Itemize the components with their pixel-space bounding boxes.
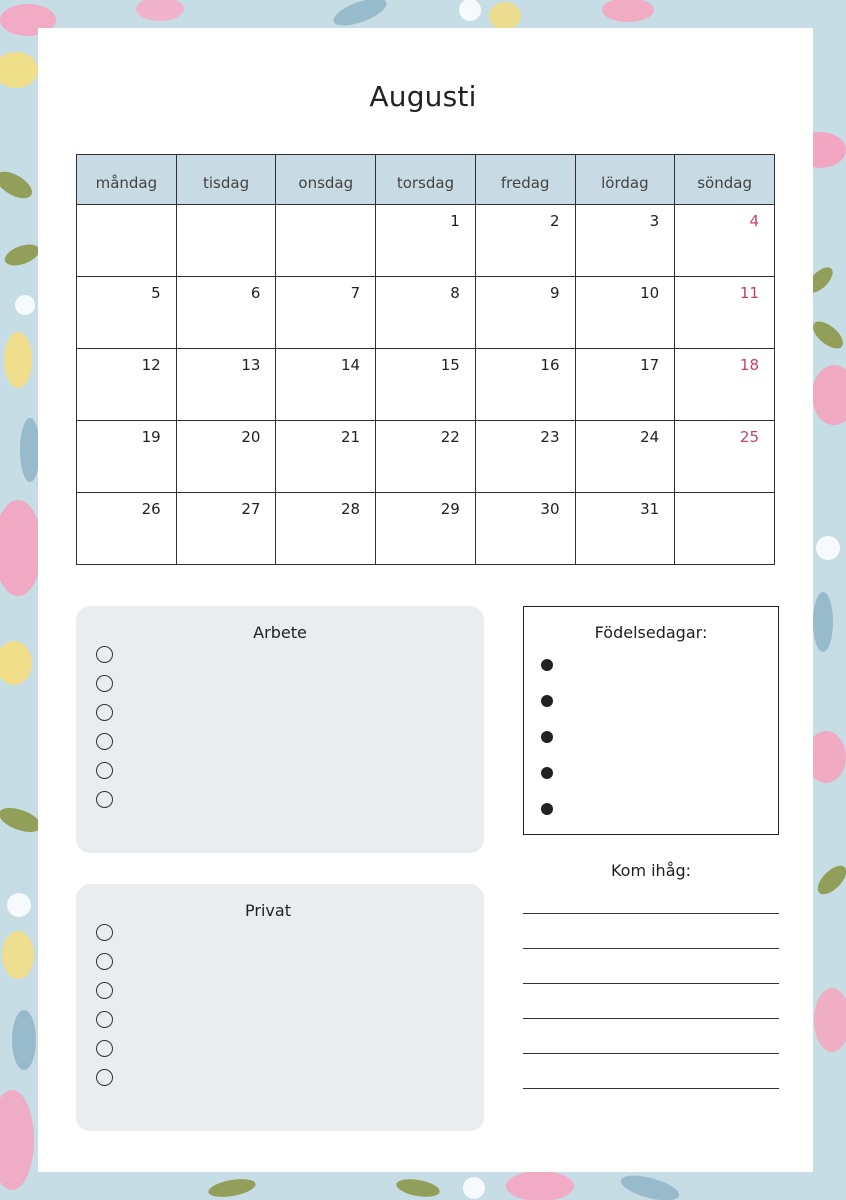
calendar-day-cell <box>77 205 177 277</box>
calendar-day-cell <box>675 277 775 349</box>
calendar-day-cell <box>376 493 476 565</box>
calendar-day-number: 18 <box>739 356 759 374</box>
weekday-header-friday: fredag <box>475 155 575 205</box>
weekday-header-tuesday: tisdag <box>176 155 276 205</box>
weekday-header-thursday: torsdag <box>376 155 476 205</box>
calendar-day-number <box>161 212 176 219</box>
calendar-day-number: 30 <box>540 500 560 518</box>
private-tasks-panel <box>76 884 484 1131</box>
calendar-day-cell <box>475 493 575 565</box>
calendar-day-cell <box>276 205 376 277</box>
calendar-day-number: 12 <box>141 356 161 374</box>
calendar-week-row <box>77 277 775 349</box>
calendar-day-number: 23 <box>540 428 560 446</box>
calendar-day-cell <box>77 493 177 565</box>
calendar-day-number: 21 <box>341 428 361 446</box>
remember-line[interactable] <box>523 913 779 948</box>
private-task-checkbox[interactable] <box>96 1069 113 1086</box>
birthdays-title: Födelsedagar: <box>594 623 708 642</box>
calendar-day-number: 29 <box>440 500 460 518</box>
remember-title: Kom ihåg: <box>610 861 692 880</box>
calendar-day-cell <box>475 205 575 277</box>
calendar-day-number: 16 <box>540 356 560 374</box>
private-task-checkbox[interactable] <box>96 1011 113 1028</box>
calendar-week-row <box>77 205 775 277</box>
calendar-day-number: 14 <box>341 356 361 374</box>
calendar-day-cell <box>475 277 575 349</box>
calendar-day-number <box>759 500 774 507</box>
calendar-day-cell <box>475 349 575 421</box>
work-checkbox-list <box>96 646 113 820</box>
calendar-day-number: 5 <box>151 284 161 302</box>
calendar-day-cell <box>376 349 476 421</box>
calendar-day-cell <box>77 421 177 493</box>
calendar-day-number <box>360 212 375 219</box>
calendar-day-cell <box>675 421 775 493</box>
birthday-bullet <box>541 731 553 743</box>
calendar-day-number <box>260 212 275 219</box>
calendar-week-row <box>77 349 775 421</box>
remember-line[interactable] <box>523 1018 779 1053</box>
page-title: Augusti <box>369 80 477 113</box>
remember-line[interactable] <box>523 948 779 983</box>
calendar-day-number: 4 <box>749 212 759 230</box>
work-task-checkbox[interactable] <box>96 762 113 779</box>
calendar-day-number: 31 <box>640 500 660 518</box>
calendar-day-cell <box>176 277 276 349</box>
calendar-day-number: 7 <box>350 284 361 302</box>
calendar-day-cell <box>675 349 775 421</box>
calendar-day-cell <box>475 421 575 493</box>
calendar-day-number: 8 <box>450 284 460 302</box>
calendar-day-number: 19 <box>141 428 161 446</box>
calendar-day-number: 10 <box>640 284 660 302</box>
calendar-day-number: 22 <box>440 428 460 446</box>
calendar-day-number: 28 <box>341 500 361 518</box>
calendar-day-number: 3 <box>649 212 660 230</box>
weekday-header-saturday: lördag <box>575 155 675 205</box>
work-tasks-panel <box>76 606 484 853</box>
calendar-day-cell <box>176 349 276 421</box>
birthday-bullet-list <box>541 659 553 839</box>
calendar-day-cell <box>575 421 675 493</box>
calendar-day-cell <box>77 277 177 349</box>
calendar-day-number: 11 <box>739 284 759 302</box>
calendar-day-cell <box>176 421 276 493</box>
birthday-bullet <box>541 695 553 707</box>
private-task-checkbox[interactable] <box>96 1040 113 1057</box>
work-tasks-title: Arbete <box>253 623 307 642</box>
calendar-day-cell <box>77 349 177 421</box>
work-task-checkbox[interactable] <box>96 646 113 663</box>
calendar-day-cell <box>675 205 775 277</box>
calendar-day-cell <box>276 421 376 493</box>
birthday-bullet <box>541 767 553 779</box>
calendar-day-cell <box>675 493 775 565</box>
calendar-day-number: 24 <box>640 428 660 446</box>
birthday-bullet <box>541 659 553 671</box>
calendar-day-number: 1 <box>450 212 460 230</box>
calendar-day-cell <box>376 277 476 349</box>
work-task-checkbox[interactable] <box>96 704 113 721</box>
private-task-checkbox[interactable] <box>96 982 113 999</box>
calendar-week-row <box>77 421 775 493</box>
work-task-checkbox[interactable] <box>96 733 113 750</box>
calendar-day-number: 6 <box>250 284 261 302</box>
calendar-day-number: 2 <box>549 212 560 230</box>
calendar-day-number: 25 <box>739 428 759 446</box>
month-calendar <box>76 154 775 565</box>
calendar-day-cell <box>575 205 675 277</box>
calendar-day-number: 17 <box>640 356 660 374</box>
private-task-checkbox[interactable] <box>96 953 113 970</box>
work-task-checkbox[interactable] <box>96 675 113 692</box>
calendar-day-cell <box>276 349 376 421</box>
birthdays-box <box>523 606 779 835</box>
calendar-day-number: 27 <box>241 500 261 518</box>
calendar-day-cell <box>575 277 675 349</box>
remember-lines <box>523 913 779 1123</box>
private-task-checkbox[interactable] <box>96 924 113 941</box>
calendar-day-number: 15 <box>440 356 460 374</box>
private-checkbox-list <box>96 924 113 1098</box>
weekday-header-sunday: söndag <box>675 155 775 205</box>
calendar-day-cell <box>575 493 675 565</box>
remember-line[interactable] <box>523 1088 779 1123</box>
calendar-day-cell <box>276 493 376 565</box>
weekday-header-monday: måndag <box>77 155 177 205</box>
calendar-day-number: 9 <box>549 284 560 302</box>
calendar-day-cell <box>176 493 276 565</box>
private-tasks-title: Privat <box>245 901 291 920</box>
weekday-header-wednesday: onsdag <box>276 155 376 205</box>
calendar-day-number: 26 <box>141 500 161 518</box>
calendar-day-cell <box>176 205 276 277</box>
calendar-day-cell <box>376 205 476 277</box>
calendar-week-row <box>77 493 775 565</box>
calendar-day-cell <box>376 421 476 493</box>
remember-line[interactable] <box>523 1053 779 1088</box>
birthday-bullet <box>541 803 553 815</box>
calendar-day-number: 13 <box>241 356 261 374</box>
remember-line[interactable] <box>523 983 779 1018</box>
calendar-day-cell <box>276 277 376 349</box>
work-task-checkbox[interactable] <box>96 791 113 808</box>
calendar-day-cell <box>575 349 675 421</box>
calendar-day-number: 20 <box>241 428 261 446</box>
